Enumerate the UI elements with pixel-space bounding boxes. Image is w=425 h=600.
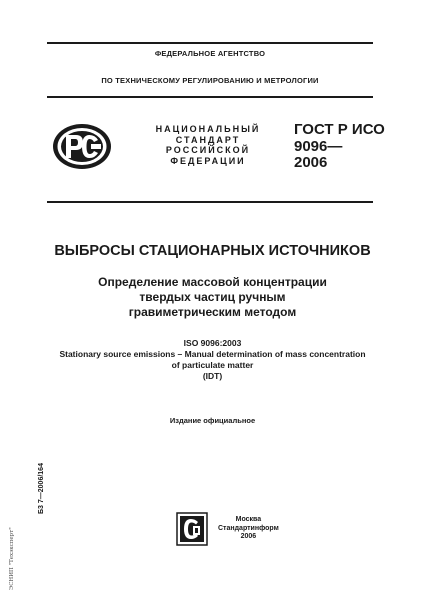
iso-equivalence-degree: (IDT) xyxy=(202,371,223,381)
publisher-year: 2006 xyxy=(240,533,257,540)
national-standard-line: НАЦИОНАЛЬНЫЙ xyxy=(155,124,261,134)
designation-line-1: ГОСТ Р ИСО xyxy=(294,121,385,138)
agency-line-2: ПО ТЕХНИЧЕСКОМУ РЕГУЛИРОВАНИЮ И МЕТРОЛОГИИ xyxy=(101,76,319,85)
publisher-logo-icon xyxy=(176,512,208,546)
subtitle-line: твердых частиц ручным xyxy=(139,290,286,304)
top-rule xyxy=(47,42,373,44)
publisher-name: Стандартинформ xyxy=(218,524,279,532)
document-subtitle xyxy=(40,275,385,320)
designation-line-2: 9096— xyxy=(294,137,343,155)
side-code xyxy=(38,454,48,514)
document-title: ВЫБРОСЫ СТАЦИОНАРНЫХ ИСТОЧНИКОВ xyxy=(54,243,371,259)
iso-english-title-line-2: of particulate matter xyxy=(171,360,254,370)
national-standard-label xyxy=(143,124,273,166)
iso-code: ISO 9096:2003 xyxy=(183,338,242,348)
subtitle-line: Определение массовой концентрации xyxy=(98,275,327,289)
side-code-text: Б3 7—2006/164 xyxy=(38,463,45,514)
standard-designation xyxy=(294,122,385,172)
publisher-city: Москва xyxy=(235,516,262,523)
mid-rule xyxy=(47,201,373,203)
agency-line-1: ФЕДЕРАЛЬНОЕ АГЕНТСТВО xyxy=(154,49,266,58)
national-standard-line: СТАНДАРТ xyxy=(175,134,241,145)
designation-line-3: 2006 xyxy=(294,154,328,171)
iso-english-title-line-1: Stationary source emissions – Manual determination of mass concentration xyxy=(59,349,366,359)
national-standard-line: ФЕДЕРАЦИИ xyxy=(170,155,246,166)
side-watermark xyxy=(9,528,17,590)
edition-label: Издание официальное xyxy=(169,416,256,425)
side-watermark-text: ЭСНИП "Техэксперт" xyxy=(9,527,15,590)
iso-reference xyxy=(30,338,395,382)
publisher-info xyxy=(218,516,279,542)
subtitle-line: гравиметрическим методом xyxy=(128,305,297,319)
header-rule xyxy=(47,96,373,98)
national-standard-line: РОССИЙСКОЙ xyxy=(165,145,251,155)
gost-r-logo-icon xyxy=(52,123,112,170)
